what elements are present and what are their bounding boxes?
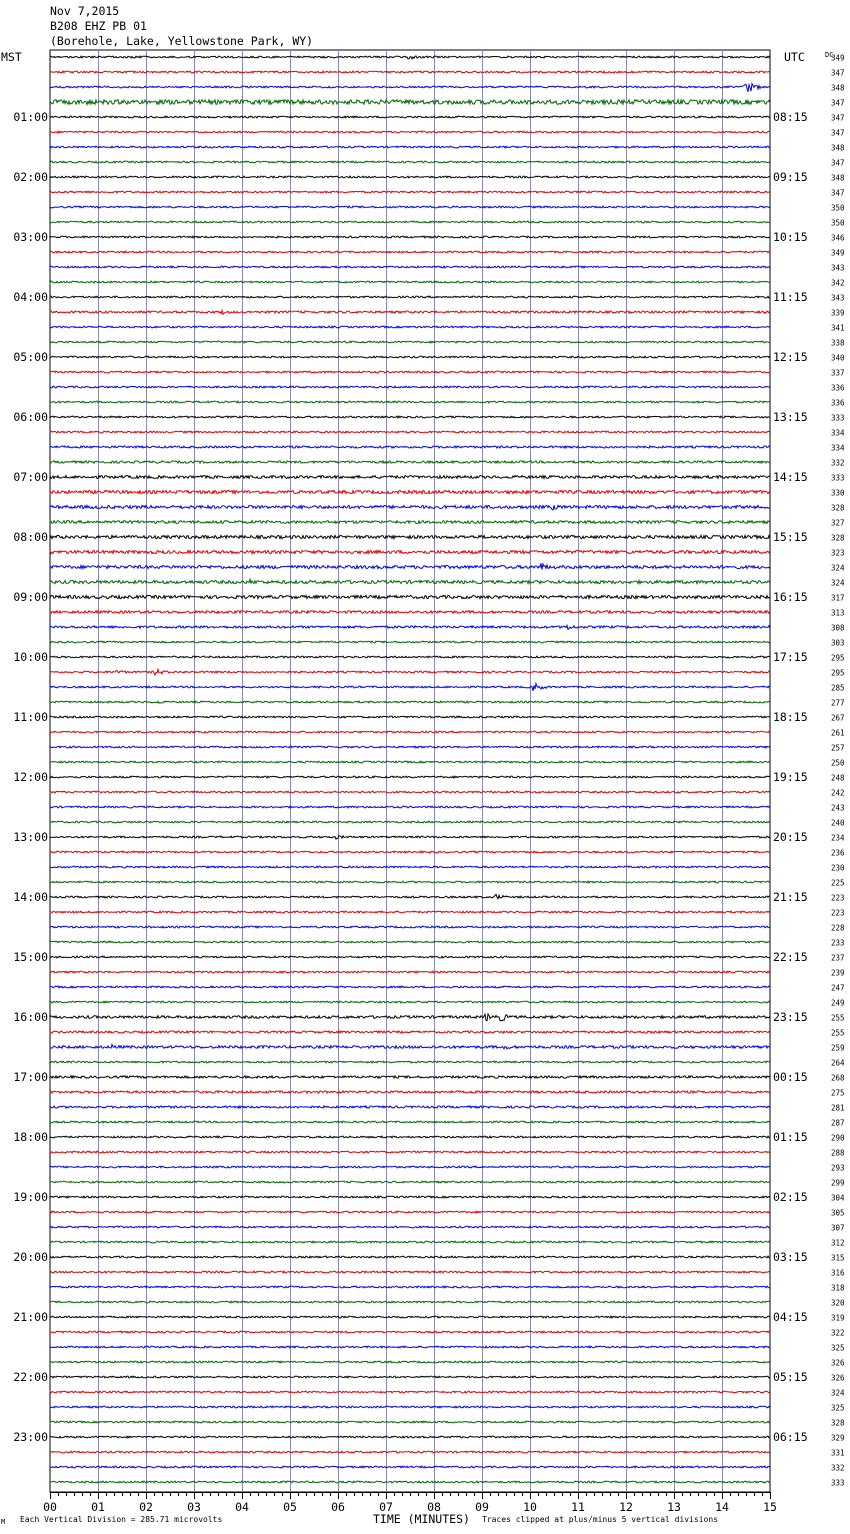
dc-offset-label: 312 — [831, 1238, 845, 1248]
seismic-trace — [50, 1106, 770, 1108]
corner-mark: M — [1, 1518, 6, 1526]
dc-offset-label: 243 — [831, 803, 845, 813]
mst-hour-label: 12:00 — [13, 770, 48, 784]
mst-hour-label: 08:00 — [13, 530, 48, 544]
dc-offset-label: 346 — [831, 233, 845, 243]
dc-offset-label: 255 — [831, 1028, 845, 1038]
seismic-trace — [50, 1346, 770, 1348]
seismic-trace — [50, 221, 770, 223]
dc-offset-label: 281 — [831, 1103, 845, 1113]
seismic-trace — [50, 1001, 770, 1003]
seismic-trace — [50, 926, 770, 928]
seismic-trace — [50, 490, 770, 493]
dc-offset-label: 225 — [831, 878, 845, 888]
dc-offset-label: 325 — [831, 1343, 845, 1353]
mst-hour-label: 10:00 — [13, 650, 48, 664]
utc-hour-label: 21:15 — [773, 890, 808, 904]
utc-hour-label: 02:15 — [773, 1190, 808, 1204]
dc-offset-label: 336 — [831, 398, 845, 408]
utc-hour-label: 16:15 — [773, 590, 808, 604]
dc-offset-label: 290 — [831, 1133, 845, 1143]
dc-offset-label: 236 — [831, 848, 845, 858]
dc-offset-label: 315 — [831, 1253, 845, 1263]
seismic-trace — [50, 894, 770, 898]
x-tick-label: 03 — [187, 1500, 201, 1514]
mst-hour-label: 11:00 — [13, 710, 48, 724]
dc-offset-label: 228 — [831, 923, 845, 933]
dc-offset-label: 304 — [831, 1193, 845, 1203]
dc-offset-label: 336 — [831, 383, 845, 393]
seismic-trace — [50, 1061, 770, 1063]
dc-offset-label: 299 — [831, 1178, 845, 1188]
dc-offset-label: 331 — [831, 1448, 845, 1458]
dc-offset-label: 233 — [831, 938, 845, 948]
seismic-trace — [50, 191, 770, 193]
seismic-trace — [50, 641, 770, 643]
seismic-trace — [50, 1031, 770, 1033]
seismic-trace — [50, 1091, 770, 1093]
utc-hour-label: 20:15 — [773, 830, 808, 844]
seismic-trace — [50, 1391, 770, 1393]
seismic-trace — [50, 1406, 770, 1408]
mst-hour-label: 06:00 — [13, 410, 48, 424]
mst-hour-label: 19:00 — [13, 1190, 48, 1204]
utc-hour-label: 11:15 — [773, 290, 808, 304]
x-tick-label: 15 — [763, 1500, 777, 1514]
seismic-trace — [50, 1316, 770, 1318]
seismic-trace — [50, 1376, 770, 1378]
seismic-trace — [50, 595, 770, 598]
dc-offset-label: 348 — [831, 173, 845, 183]
seismic-trace — [50, 986, 770, 988]
dc-offset-label: 322 — [831, 1328, 845, 1338]
seismic-trace — [50, 401, 770, 403]
mst-hour-label: 18:00 — [13, 1130, 48, 1144]
dc-offset-label: 324 — [831, 563, 845, 573]
seismic-trace — [50, 1271, 770, 1273]
dc-offset-label: 234 — [831, 833, 845, 843]
x-tick-label: 12 — [619, 1500, 633, 1514]
seismic-trace — [50, 1286, 770, 1288]
mst-hour-label: 01:00 — [13, 110, 48, 124]
dc-offset-label: 316 — [831, 1268, 845, 1278]
dc-offset-label: 347 — [831, 68, 845, 78]
mst-axis-label: MST — [1, 50, 22, 64]
seismic-trace — [50, 1331, 770, 1333]
seismic-trace — [50, 446, 770, 448]
dc-offset-label: 347 — [831, 188, 845, 198]
dc-offset-label: 337 — [831, 368, 845, 378]
dc-offset-label: 327 — [831, 518, 845, 528]
seismic-trace — [50, 1014, 770, 1021]
dc-offset-label: 237 — [831, 953, 845, 963]
utc-hour-label: 22:15 — [773, 950, 808, 964]
dc-offset-label: 305 — [831, 1208, 845, 1218]
dc-offset-label: 319 — [831, 1313, 845, 1323]
seismic-trace — [50, 684, 770, 691]
seismic-trace — [50, 1481, 770, 1483]
seismic-trace — [50, 146, 770, 148]
mst-hour-label: 05:00 — [13, 350, 48, 364]
mst-hour-label: 03:00 — [13, 230, 48, 244]
seismic-trace — [50, 1421, 770, 1423]
dc-offset-label: 343 — [831, 263, 845, 273]
mst-hour-label: 04:00 — [13, 290, 48, 304]
dc-offset-label: 347 — [831, 98, 845, 108]
seismic-trace — [50, 1076, 770, 1078]
dc-offset-label: 307 — [831, 1223, 845, 1233]
seismic-trace — [50, 1044, 770, 1049]
seismic-trace — [50, 296, 770, 298]
seismic-trace — [50, 281, 770, 283]
dc-offset-label: 264 — [831, 1058, 845, 1068]
seismic-trace — [50, 266, 770, 268]
utc-hour-label: 04:15 — [773, 1310, 808, 1324]
seismic-trace — [50, 310, 770, 314]
dc-offset-label: 340 — [831, 353, 845, 363]
dc-offset-label: 285 — [831, 683, 845, 693]
dc-offset-label: 268 — [831, 1073, 845, 1083]
dc-offset-label: 223 — [831, 908, 845, 918]
utc-hour-label: 23:15 — [773, 1010, 808, 1024]
dc-offset-label: 324 — [831, 1388, 845, 1398]
seismic-trace — [50, 791, 770, 793]
seismic-trace — [50, 1361, 770, 1363]
mst-hour-label: 07:00 — [13, 470, 48, 484]
seismic-trace — [50, 386, 770, 388]
dc-offset-label: 308 — [831, 623, 845, 633]
dc-offset-label: 242 — [831, 788, 845, 798]
seismic-trace — [50, 1466, 770, 1468]
dc-offset-label: 223 — [831, 893, 845, 903]
seismic-trace — [50, 836, 770, 839]
seismic-trace — [50, 806, 770, 808]
dc-offset-label: 333 — [831, 473, 845, 483]
dc-offset-label: 323 — [831, 548, 845, 558]
dc-offset-label: 349 — [831, 53, 845, 63]
dc-offset-label: 313 — [831, 608, 845, 618]
x-tick-label: 13 — [667, 1500, 681, 1514]
seismic-trace — [50, 611, 770, 614]
dc-offset-label: 326 — [831, 1373, 845, 1383]
dc-offset-label: 342 — [831, 278, 845, 288]
seismic-trace — [50, 1226, 770, 1228]
dc-offset-label: 350 — [831, 218, 845, 228]
x-tick-label: 11 — [571, 1500, 585, 1514]
utc-hour-label: 10:15 — [773, 230, 808, 244]
seismic-trace — [50, 341, 770, 343]
seismic-trace — [50, 746, 770, 748]
mst-hour-label: 21:00 — [13, 1310, 48, 1324]
seismic-trace — [50, 1211, 770, 1213]
dc-offset-label: 343 — [831, 293, 845, 303]
dc-offset-label: 230 — [831, 863, 845, 873]
seismic-trace — [50, 1151, 770, 1153]
dc-offset-label: 259 — [831, 1043, 845, 1053]
dc-offset-label: 293 — [831, 1163, 845, 1173]
seismic-trace — [50, 911, 770, 913]
utc-hour-label: 14:15 — [773, 470, 808, 484]
dc-offset-label: 261 — [831, 728, 845, 738]
seismic-trace — [50, 251, 770, 253]
utc-hour-label: 15:15 — [773, 530, 808, 544]
mst-hour-label: 20:00 — [13, 1250, 48, 1264]
seismic-trace — [50, 563, 770, 569]
x-tick-label: 06 — [331, 1500, 345, 1514]
utc-hour-label: 08:15 — [773, 110, 808, 124]
seismic-trace — [50, 1451, 770, 1453]
seismic-trace — [50, 956, 770, 958]
seismic-trace — [50, 1436, 770, 1438]
dc-offset-label: 347 — [831, 158, 845, 168]
dc-offset-label: 332 — [831, 458, 845, 468]
x-tick-label: 14 — [715, 1500, 729, 1514]
dc-offset-label: 349 — [831, 248, 845, 258]
dc-offset-label: 328 — [831, 1418, 845, 1428]
plot-frame — [50, 50, 770, 1492]
seismic-trace — [50, 1166, 770, 1168]
seismic-trace — [50, 505, 770, 510]
dc-offset-label: 320 — [831, 1298, 845, 1308]
seismic-trace — [50, 1301, 770, 1303]
mst-hour-label: 13:00 — [13, 830, 48, 844]
seismic-trace — [50, 881, 770, 883]
dc-offset-label: 277 — [831, 698, 845, 708]
dc-header-label: DC — [825, 51, 834, 59]
dc-offset-label: 317 — [831, 593, 845, 603]
mst-hour-label: 15:00 — [13, 950, 48, 964]
utc-hour-label: 13:15 — [773, 410, 808, 424]
dc-offset-label: 338 — [831, 338, 845, 348]
utc-axis-label: UTC — [784, 50, 805, 64]
x-tick-label: 07 — [379, 1500, 393, 1514]
seismic-trace — [50, 716, 770, 718]
record-date: Nov 7,2015 — [50, 4, 120, 18]
mst-hour-label: 17:00 — [13, 1070, 48, 1084]
seismic-trace — [50, 100, 770, 105]
utc-hour-label: 19:15 — [773, 770, 808, 784]
utc-hour-label: 06:15 — [773, 1430, 808, 1444]
seismic-trace — [50, 1241, 770, 1243]
mst-hour-label: 09:00 — [13, 590, 48, 604]
x-tick-label: 05 — [283, 1500, 297, 1514]
seismic-trace — [50, 941, 770, 943]
dc-offset-label: 350 — [831, 203, 845, 213]
x-tick-label: 04 — [235, 1500, 249, 1514]
dc-offset-label: 287 — [831, 1118, 845, 1128]
seismic-trace — [50, 761, 770, 763]
seismic-trace — [50, 176, 770, 178]
seismic-trace — [50, 371, 770, 373]
utc-hour-label: 03:15 — [773, 1250, 808, 1264]
dc-offset-label: 325 — [831, 1403, 845, 1413]
seismic-trace — [50, 669, 770, 675]
dc-offset-label: 247 — [831, 983, 845, 993]
dc-offset-label: 248 — [831, 773, 845, 783]
x-tick-label: 08 — [427, 1500, 441, 1514]
seismic-trace — [50, 326, 770, 328]
utc-hour-label: 00:15 — [773, 1070, 808, 1084]
dc-offset-label: 341 — [831, 323, 845, 333]
dc-offset-label: 348 — [831, 83, 845, 93]
x-tick-label: 01 — [91, 1500, 105, 1514]
utc-hour-label: 05:15 — [773, 1370, 808, 1384]
mst-hour-label: 22:00 — [13, 1370, 48, 1384]
station-location: (Borehole, Lake, Yellowstone Park, WY) — [50, 34, 314, 48]
clip-note: Traces clipped at plus/minus 5 vertical divisions — [482, 1515, 719, 1524]
seismic-trace — [50, 866, 770, 868]
seismic-trace — [50, 1121, 770, 1123]
dc-offset-label: 330 — [831, 488, 845, 498]
utc-hour-label: 01:15 — [773, 1130, 808, 1144]
dc-offset-label: 334 — [831, 443, 845, 453]
dc-offset-label: 267 — [831, 713, 845, 723]
seismic-trace — [50, 356, 770, 358]
x-tick-label: 09 — [475, 1500, 489, 1514]
dc-offset-label: 303 — [831, 638, 845, 648]
utc-hour-label: 12:15 — [773, 350, 808, 364]
seismic-trace — [50, 84, 770, 92]
dc-offset-label: 333 — [831, 1478, 845, 1488]
seismic-trace — [50, 206, 770, 208]
seismic-trace — [50, 851, 770, 853]
seismic-trace — [50, 1136, 770, 1138]
seismic-trace — [50, 731, 770, 733]
seismic-trace — [50, 1256, 770, 1258]
seismic-trace — [50, 461, 770, 463]
seismic-trace — [50, 550, 770, 553]
dc-offset-label: 240 — [831, 818, 845, 828]
dc-offset-label: 329 — [831, 1433, 845, 1443]
utc-hour-label: 09:15 — [773, 170, 808, 184]
seismic-trace — [50, 971, 770, 973]
dc-offset-label: 324 — [831, 578, 845, 588]
dc-offset-label: 347 — [831, 113, 845, 123]
utc-hour-label: 18:15 — [773, 710, 808, 724]
mst-hour-label: 16:00 — [13, 1010, 48, 1024]
dc-offset-label: 334 — [831, 428, 845, 438]
dc-offset-label: 295 — [831, 668, 845, 678]
dc-offset-label: 328 — [831, 533, 845, 543]
seismic-trace — [50, 431, 770, 433]
x-axis-title: TIME (MINUTES) — [373, 1512, 470, 1526]
seismic-trace — [50, 116, 770, 118]
seismic-trace — [50, 776, 770, 778]
seismic-trace — [50, 1196, 770, 1198]
dc-offset-label: 339 — [831, 308, 845, 318]
dc-offset-label: 318 — [831, 1283, 845, 1293]
x-tick-label: 02 — [139, 1500, 153, 1514]
seismic-trace — [50, 656, 770, 658]
seismic-trace — [50, 625, 770, 629]
seismic-trace — [50, 56, 770, 59]
dc-offset-label: 326 — [831, 1358, 845, 1368]
dc-offset-label: 288 — [831, 1148, 845, 1158]
dc-offset-label: 250 — [831, 758, 845, 768]
station-code: B208 EHZ PB 01 — [50, 19, 147, 33]
utc-hour-label: 17:15 — [773, 650, 808, 664]
mst-hour-label: 23:00 — [13, 1430, 48, 1444]
seismic-trace — [50, 521, 770, 524]
dc-offset-label: 295 — [831, 653, 845, 663]
mst-hour-label: 02:00 — [13, 170, 48, 184]
seismic-trace — [50, 579, 770, 584]
vertical-scale-note: Each Vertical Division = 285.71 microvolts — [20, 1515, 223, 1524]
seismic-trace — [50, 1181, 770, 1183]
seismic-trace — [50, 71, 770, 73]
dc-offset-label: 255 — [831, 1013, 845, 1023]
dc-offset-label: 257 — [831, 743, 845, 753]
seismic-trace — [50, 161, 770, 163]
seismic-trace — [50, 131, 770, 133]
mst-hour-label: 14:00 — [13, 890, 48, 904]
seismic-trace — [50, 236, 770, 238]
seismic-trace — [50, 821, 770, 823]
seismic-trace — [50, 701, 770, 703]
seismic-trace — [50, 416, 770, 418]
dc-offset-label: 332 — [831, 1463, 845, 1473]
dc-offset-label: 348 — [831, 143, 845, 153]
dc-offset-label: 347 — [831, 128, 845, 138]
dc-offset-label: 275 — [831, 1088, 845, 1098]
seismic-trace — [50, 476, 770, 479]
dc-offset-label: 249 — [831, 998, 845, 1008]
x-tick-label: 00 — [43, 1500, 57, 1514]
x-tick-label: 10 — [523, 1500, 537, 1514]
dc-offset-label: 328 — [831, 503, 845, 513]
seismic-trace — [50, 535, 770, 538]
dc-offset-label: 239 — [831, 968, 845, 978]
dc-offset-label: 333 — [831, 413, 845, 423]
